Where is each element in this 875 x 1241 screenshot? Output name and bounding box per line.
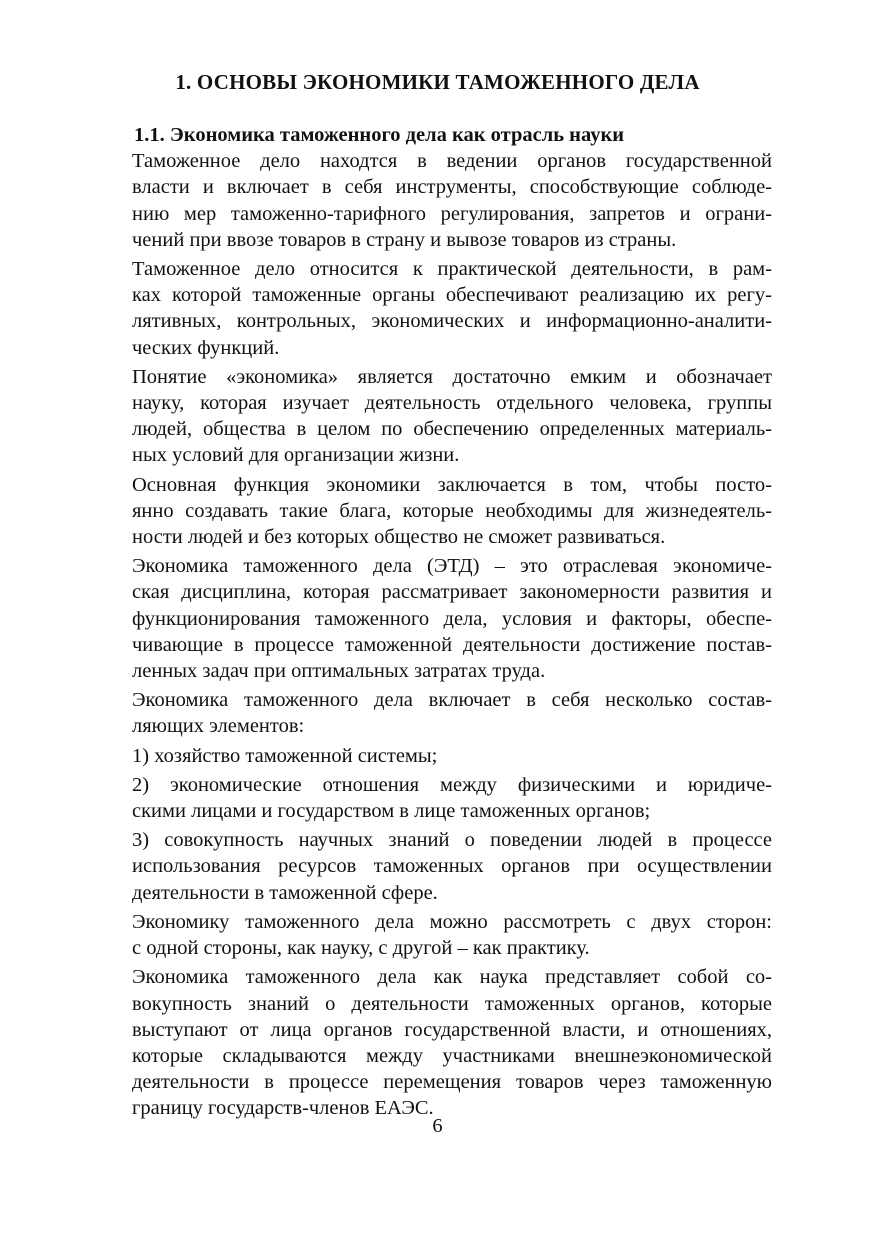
paragraph-list bbox=[104, 148, 772, 1121]
text-line: ская дисциплина, которая рассматривает закономерности развития и bbox=[132, 581, 772, 604]
paragraph bbox=[104, 743, 772, 769]
paragraph bbox=[104, 827, 772, 906]
text-line: границу государств-членов ЕАЭС. bbox=[132, 1097, 434, 1120]
text-line: ческих функций. bbox=[132, 336, 280, 359]
paragraph bbox=[104, 772, 772, 824]
paragraph bbox=[104, 964, 772, 1121]
text-line: чивающие в процессе таможенной деятельности достижение постав- bbox=[132, 633, 772, 656]
text-line: науку, которая изучает деятельность отдельного человека, группы bbox=[132, 392, 772, 415]
document-body bbox=[104, 122, 772, 1122]
text-line: ных условий для организации жизни. bbox=[132, 444, 460, 467]
text-line: скими лицами и государством в лице таможенных органов; bbox=[132, 800, 651, 823]
text-line: Таможенное дело находтся в ведении органов государственной bbox=[132, 150, 772, 173]
text-line: которые складываются между участниками внешнеэкономической bbox=[132, 1044, 772, 1067]
paragraph bbox=[104, 364, 772, 469]
text-line: нию мер таможенно-тарифного регулирования, запретов и ограни- bbox=[132, 202, 772, 225]
text-line: функционирования таможенного дела, условия и факторы, обеспе- bbox=[132, 607, 772, 630]
text-line: ках которой таможенные органы обеспечивают реализацию их регу- bbox=[132, 284, 772, 307]
text-line: ленных задач при оптимальных затратах труда. bbox=[132, 660, 546, 683]
text-line: Экономику таможенного дела можно рассмотреть с двух сторон: bbox=[132, 910, 772, 933]
section-title: 1.1. Экономика таможенного дела как отрасль науки bbox=[134, 124, 625, 146]
text-line: Экономика таможенного дела включает в себя несколько состав- bbox=[132, 689, 772, 712]
text-line: власти и включает в себя инструменты, способствующие соблюде- bbox=[132, 176, 772, 199]
paragraph bbox=[104, 553, 772, 684]
text-line: Таможенное дело относится к практической деятельности, в рам- bbox=[132, 258, 772, 281]
text-line: Экономика таможенного дела как наука представляет собой со- bbox=[132, 966, 772, 989]
paragraph bbox=[104, 256, 772, 361]
text-line: Понятие «экономика» является достаточно емким и обозначает bbox=[132, 365, 772, 388]
text-line: лятивных, контрольных, экономических и информационно-аналити- bbox=[132, 310, 772, 333]
paragraph bbox=[104, 909, 772, 961]
text-line: с одной стороны, как науку, с другой – как практику. bbox=[132, 937, 590, 960]
text-line: деятельности в таможенной сфере. bbox=[132, 881, 438, 904]
text-line: 3) совокупность научных знаний о поведении людей в процессе bbox=[132, 829, 772, 852]
text-line: использования ресурсов таможенных органов при осуществлении bbox=[132, 855, 772, 878]
text-line: 1) хозяйство таможенной системы; bbox=[132, 744, 438, 767]
text-line: ности людей и без которых общество не сможет развиваться. bbox=[132, 526, 666, 549]
text-line: выступают от лица органов государственной власти, и отношениях, bbox=[132, 1018, 772, 1041]
text-line: 2) экономические отношения между физическими и юридиче- bbox=[132, 773, 772, 796]
chapter-title: 1. ОСНОВЫ ЭКОНОМИКИ ТАМОЖЕННОГО ДЕЛА bbox=[175, 70, 700, 94]
paragraph bbox=[104, 472, 772, 551]
page-number: 6 bbox=[432, 1115, 443, 1137]
text-line: вокупность знаний о деятельности таможенных органов, которые bbox=[132, 992, 772, 1015]
paragraph bbox=[104, 687, 772, 739]
text-line: янно создавать такие блага, которые необходимы для жизнедеятель- bbox=[132, 499, 772, 522]
text-line: людей, общества в целом по обеспечению определенных материаль- bbox=[132, 418, 772, 441]
text-line: деятельности в процессе перемещения товаров через таможенную bbox=[132, 1071, 772, 1094]
text-line: Основная функция экономики заключается в том, чтобы посто- bbox=[132, 473, 772, 496]
paragraph bbox=[104, 148, 772, 253]
text-line: чений при ввозе товаров в страну и вывозе товаров из страны. bbox=[132, 228, 677, 251]
text-line: ляющих элементов: bbox=[132, 715, 305, 738]
text-line: Экономика таможенного дела (ЭТД) – это отраслевая экономиче- bbox=[132, 555, 772, 578]
